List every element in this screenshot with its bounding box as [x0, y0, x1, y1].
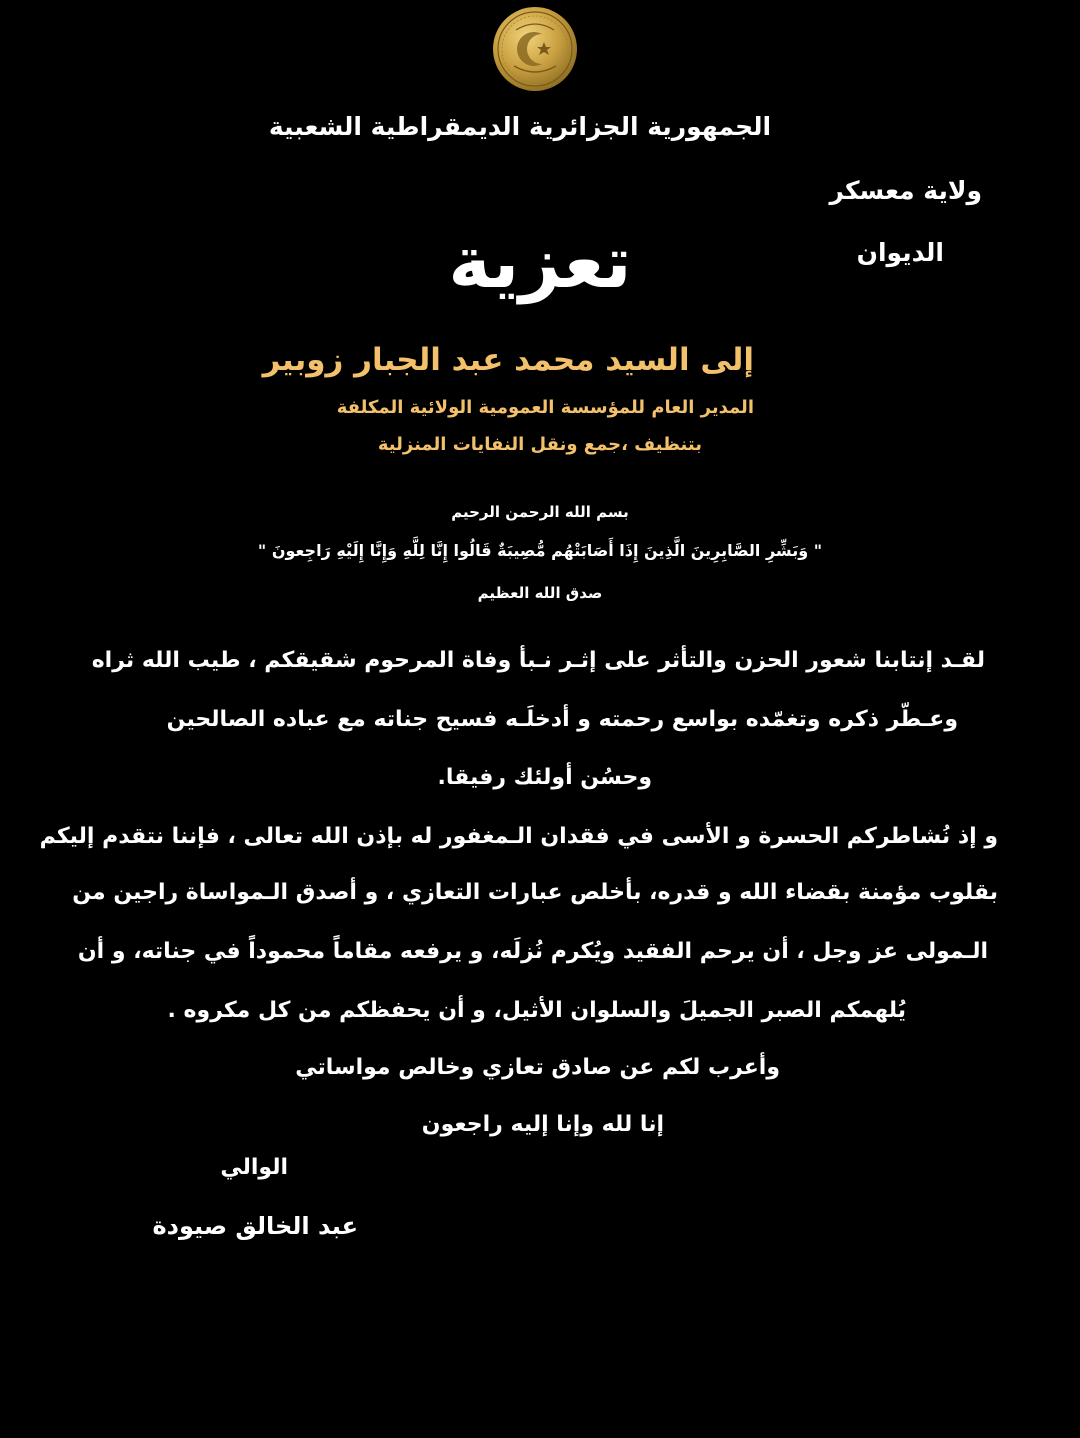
- body-line-6: الـمولى عز وجل ، أن يرحم الفقيد ويُكرم نُزلَه، و يرفعه مقاماً محموداً في جناته، و أن: [77, 939, 988, 964]
- republic-heading: الجمهورية الجزائرية الديمقراطية الشعبية: [268, 112, 772, 141]
- closing-line-1: وأعرب لكم عن صادق تعازي وخالص مواساتي: [295, 1055, 780, 1080]
- recipient-name: إلى السيد محمد عبد الجبار زوبير: [262, 342, 754, 378]
- body-line-1: لقـد إنتابنا شعور الحزن والتأثر على إثـر نـبأ وفاة المرحوم شقيقكم ، طيب الله ثراه: [91, 648, 985, 673]
- office-label: الديوان: [856, 238, 944, 267]
- quran-verse: " وَبَشِّرِ الصَّابِرِينَ الَّذِينَ إِذَا أَصَابَتْهُم مُّصِيبَةٌ قَالُوا إِنَّا لِلَّهِ وَإِنَّا إِلَيْهِ رَاجِعونَ ": [257, 541, 823, 560]
- signature-name: عبد الخالق صيودة: [152, 1212, 358, 1240]
- body-line-7: يُلهمكم الصبر الجميلَ والسلوان الأثيل، و أن يحفظكم من كل مكروه .: [167, 998, 906, 1023]
- body-line-3: وحسُن أولئك رفيقا.: [437, 765, 652, 790]
- quran-closing: صدق الله العظيم: [477, 584, 603, 602]
- signature-title: الوالي: [220, 1155, 288, 1180]
- basmala: بسم الله الرحمن الرحيم: [451, 503, 629, 521]
- closing-line-2: إنا لله وإنا إليه راجعون: [421, 1112, 664, 1137]
- body-line-4: و إذ نُشاطركم الحسرة و الأسى في فقدان الـمغفور له بإذن الله تعالى ، فإننا نتقدم إليكم: [39, 824, 998, 849]
- body-line-2: وعـطّر ذكره وتغمّده بواسع رحمته و أدخلَـه فسيح جناته مع عباده الصالحين: [166, 707, 958, 732]
- state-seal-icon: [492, 6, 578, 92]
- page-title: تعزية: [448, 220, 632, 304]
- wilaya-label: ولاية معسكر: [829, 176, 982, 205]
- recipient-role-line1: المدير العام للمؤسسة العمومية الولائية المكلفة: [336, 397, 754, 418]
- recipient-role-line2: بتنظيف ،جمع ونقل النفايات المنزلية: [377, 434, 702, 455]
- body-line-5: بقلوب مؤمنة بقضاء الله و قدره، بأخلص عبارات التعازي ، و أصدق الـمواساة راجين من: [72, 880, 998, 905]
